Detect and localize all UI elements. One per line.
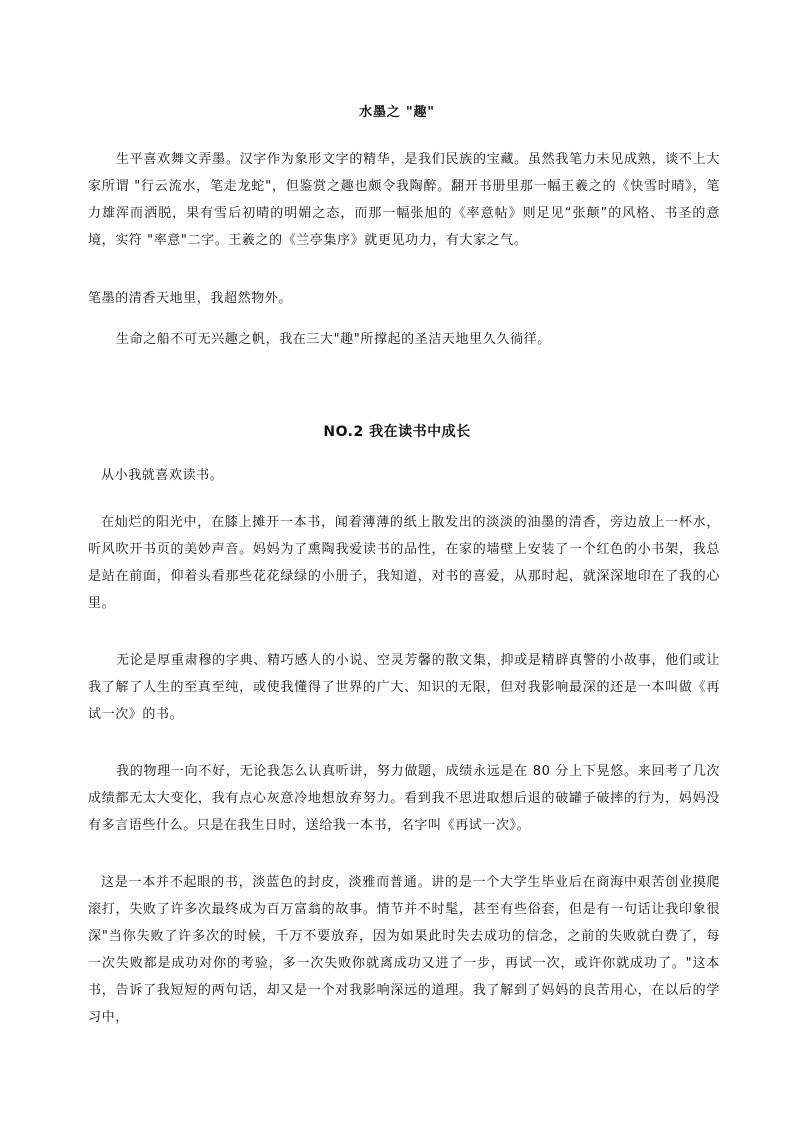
section-title-shuimo: 水墨之 "趣": [359, 105, 435, 120]
paragraph-try-again-book: 这是一本并不起眼的书，淡蓝色的封皮，淡雅而普通。讲的是一个大学生毕业后在商海中艰苦创业摸爬滚打，失败了许多次最终成为百万富翁的故事。情节并不时髦，甚至有些俗套，但是有一句话让我印象很深"当你失败了许多次的时候，千万不要放弃，因为如果此时失去成功的信念，之前的失败就白费了，每一次失败都是成功对你的考验，多一次失败你就离成功又进了一步，再试一次，或许你就成功了。"这本书，告诉了我短短的两句话，却又是一个对我影响深远的道理。我了解到了妈妈的良苦用心，在以后的学习中，: [88, 875, 720, 1025]
paragraph-physics: 我的物理一向不好，无论我怎么认真听讲，努力做题，成绩永远是在 80 分上下晃悠。来回考了几次成绩都无太大变化，我有点心灰意冷地想放弃努力。看到我不思进取想后退的破罐子破摔的行为，妈妈没有多言语些什么。只是在我生日时，送给我一本书，名字叫《再试一次》。: [88, 764, 720, 833]
paragraph-life-boat: 生命之船不可无兴趣之帆，我在三大"趣"所撑起的圣洁天地里久久徜徉。: [116, 332, 551, 347]
paragraph-books-variety: 无论是厚重肃穆的字典、精巧感人的小说、空灵芳馨的散文集，抑或是精辟真警的小故事，他们或让我了解了人生的至真至纯，或使我懂得了世界的广大、知识的无限，但对我影响最深的还是一本叫做《再试一次》的书。: [88, 653, 720, 722]
paragraph-fragrance: 笔墨的清香天地里，我超然物外。: [88, 291, 293, 306]
paragraph-sunshine: 在灿烂的阳光中，在膝上摊开一本书，闻着薄薄的纸上散发出的淡淡的油墨的清香，旁边放上一杯水，听风吹开书页的美妙声音。妈妈为了熏陶我爱读书的品性，在家的墙壁上安装了一个红色的小书架，我总是站在前面，仰着头看那些花花绿绿的小册子，我知道，对书的喜爱，从那时起，就深深地印在了我的心里。: [88, 515, 720, 611]
paragraph-calligraphy: 生平喜欢舞文弄墨。汉字作为象形文字的精华，是我们民族的宝藏。虽然我笔力未见成熟，谈不上大家所谓 "行云流水，笔走龙蛇"，但鉴赏之趣也颇令我陶醉。翻开书册里那一幅王羲之的《快雪时晴》，笔力雄浑而洒脱，果有雪后初晴的明媚之态，而那一幅张旭的《率意帖》则足见“张颠”的风格、书圣的意境，实符 "率意"二字。王羲之的《兰亭集序》就更见功力，有大家之气。: [88, 152, 720, 248]
section-title-reading: NO.2 我在读书中成长: [323, 424, 471, 440]
paragraph-love-reading: 从小我就喜欢读书。: [101, 468, 224, 483]
